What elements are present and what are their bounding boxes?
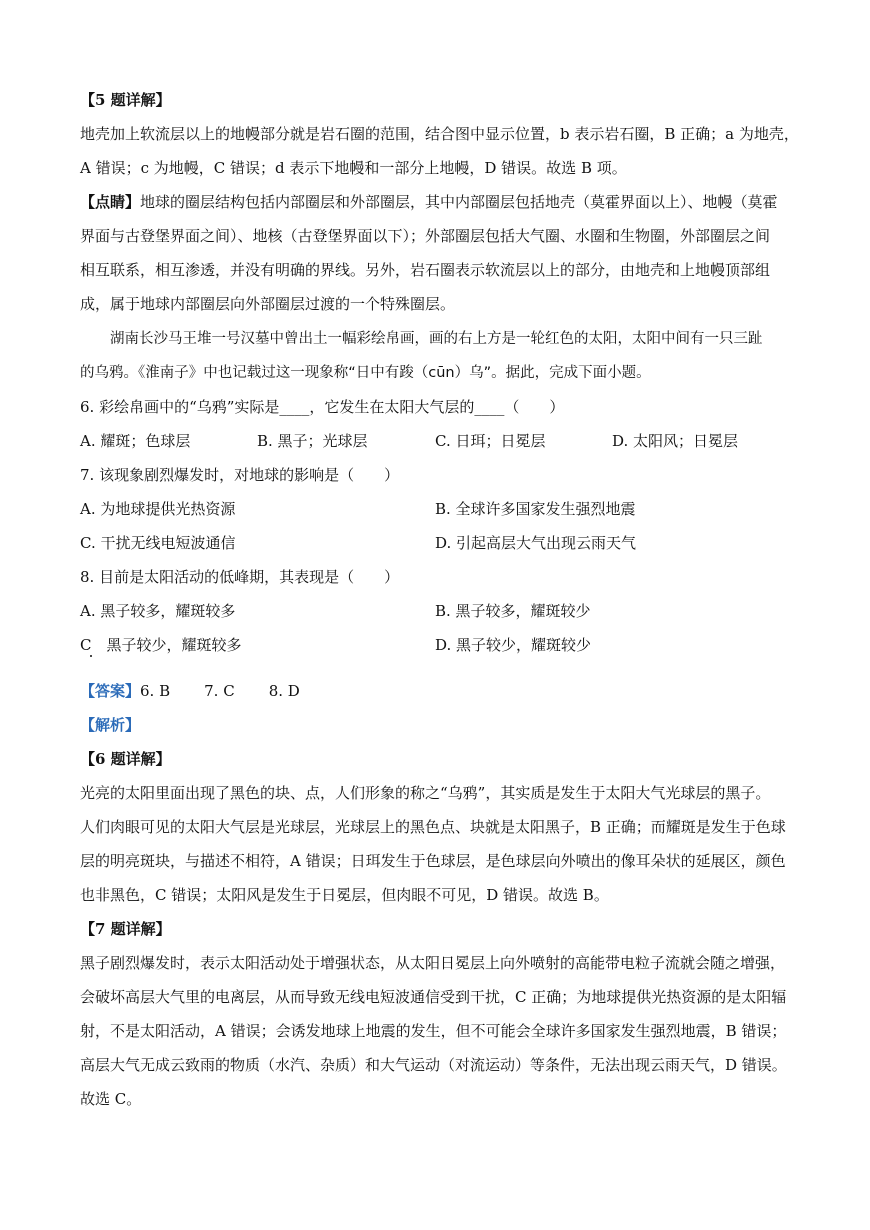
- q5-detail-line: A 错误；c 为地幔，C 错误；d 表示下地幔和一部分上地幔，D 错误。故选 B 项。: [80, 159, 627, 177]
- tip-paragraph-line: 成，属于地球内部圈层向外部圈层过渡的一个特殊圈层。: [80, 295, 456, 313]
- q7-detail-line: 故选 C。: [80, 1090, 142, 1108]
- q7-stem: 7. 该现象剧烈爆发时，对地球的影响是（ ）: [80, 466, 400, 484]
- q6-option-d: D. 太阳风；日冕层: [612, 432, 739, 450]
- answer-label: 【答案】: [80, 682, 141, 700]
- q7-option-b: B. 全球许多国家发生强烈地震: [435, 500, 636, 518]
- answer-8: 8. D: [268, 682, 300, 700]
- q6-detail-heading: 【6 题详解】: [80, 750, 171, 768]
- answer-6: 6. B: [140, 682, 171, 700]
- q8-option-d: D. 黑子较少，耀斑较少: [435, 636, 592, 654]
- q5-detail-line: 地壳加上软流层以上的地幔部分就是岩石圈的范围，结合图中显示位置，b 表示岩石圈，B 正确；a 为地壳，: [80, 125, 799, 143]
- q8-option-a: A. 黑子较多，耀斑较多: [80, 602, 236, 620]
- q6-detail-line: 层的明亮斑块，与描述不相符，A 错误；日珥发生于色球层，是色球层向外喷出的像耳朵状的延展区，颜色: [80, 852, 786, 870]
- q7-option-c: C. 干扰无线电短波通信: [80, 534, 236, 552]
- q6-stem: 6. 彩绘帛画中的“乌鸦”实际是____，它发生在太阳大气层的____（ ）: [80, 398, 565, 416]
- q6-option-a: A. 耀斑；色球层: [80, 432, 191, 450]
- q8-stem: 8. 目前是太阳活动的低峰期，其表现是（ ）: [80, 568, 400, 586]
- tip-paragraph-line: 相互联系，相互渗透，并没有明确的界线。另外，岩石圈表示软流层以上的部分，由地壳和上地幔顶部组: [80, 261, 771, 279]
- q6-detail-line: 也非黑色，C 错误；太阳风是发生于日冕层，但肉眼不可见，D 错误。故选 B。: [80, 886, 609, 904]
- tip-text: 地球的圈层结构包括内部圈层和外部圈层，其中内部圈层包括地壳（莫霍界面以上）、地幔（莫霍: [140, 193, 778, 211]
- q7-detail-line: 黑子剧烈爆发时，表示太阳活动处于增强状态，从太阳日冕层上向外喷射的高能带电粒子流就会随之增强，: [80, 954, 786, 972]
- answer-7: 7. C: [204, 682, 235, 700]
- q6-detail-line: 人们肉眼可见的太阳大气层是光球层，光球层上的黑色点、块就是太阳黑子，B 正确；而耀斑是发生于色球: [80, 818, 786, 836]
- stray-dot: [90, 655, 92, 657]
- q7-detail-line: 会破坏高层大气里的电离层，从而导致无线电短波通信受到干扰，C 正确；为地球提供光热资源的是太阳辐: [80, 988, 787, 1006]
- q6-detail-line: 光亮的太阳里面出现了黑色的块、点，人们形象的称之“乌鸦”，其实质是发生于太阳大气光球层的黑子。: [80, 784, 771, 802]
- analysis-label: 【解析】: [80, 716, 141, 734]
- q7-detail-line: 高层大气无成云致雨的物质（水汽、杂质）和大气运动（对流运动）等条件，无法出现云雨天气，D 错误。: [80, 1056, 787, 1074]
- q5-detail-heading: 【5 题详解】: [80, 91, 171, 109]
- material-line: 湖南长沙马王堆一号汉墓中曾出土一幅彩绘帛画，画的右上方是一轮红色的太阳，太阳中间有一只三趾: [110, 331, 763, 347]
- q8-option-b: B. 黑子较多，耀斑较少: [435, 602, 591, 620]
- tip-label: 【点睛】: [80, 193, 141, 211]
- tip-paragraph-line: 界面与古登堡界面之间）、地核（古登堡界面以下）；外部圈层包括大气圈、水圈和生物圈，外部圈层之间: [80, 227, 771, 245]
- q8-option-c: C 黑子较少，耀斑较多: [80, 636, 242, 654]
- q7-option-a: A. 为地球提供光热资源: [80, 500, 236, 518]
- q6-option-b: B. 黑子；光球层: [257, 432, 368, 450]
- q6-option-c: C. 日珥；日冕层: [435, 432, 546, 450]
- tip-paragraph-line: [80, 192, 778, 212]
- answer-line: [80, 681, 300, 701]
- q7-option-d: D. 引起高层大气出现云雨天气: [435, 534, 637, 552]
- q7-detail-line: 射，不是太阳活动，A 错误；会诱发地球上地震的发生，但不可能会全球许多国家发生强烈地震，B 错误；: [80, 1022, 787, 1040]
- q7-detail-heading: 【7 题详解】: [80, 920, 171, 938]
- material-line: 的乌鸦。《淮南子》中也记载过这一现象称“日中有踆（cūn）乌”。据此，完成下面小题。: [80, 365, 651, 381]
